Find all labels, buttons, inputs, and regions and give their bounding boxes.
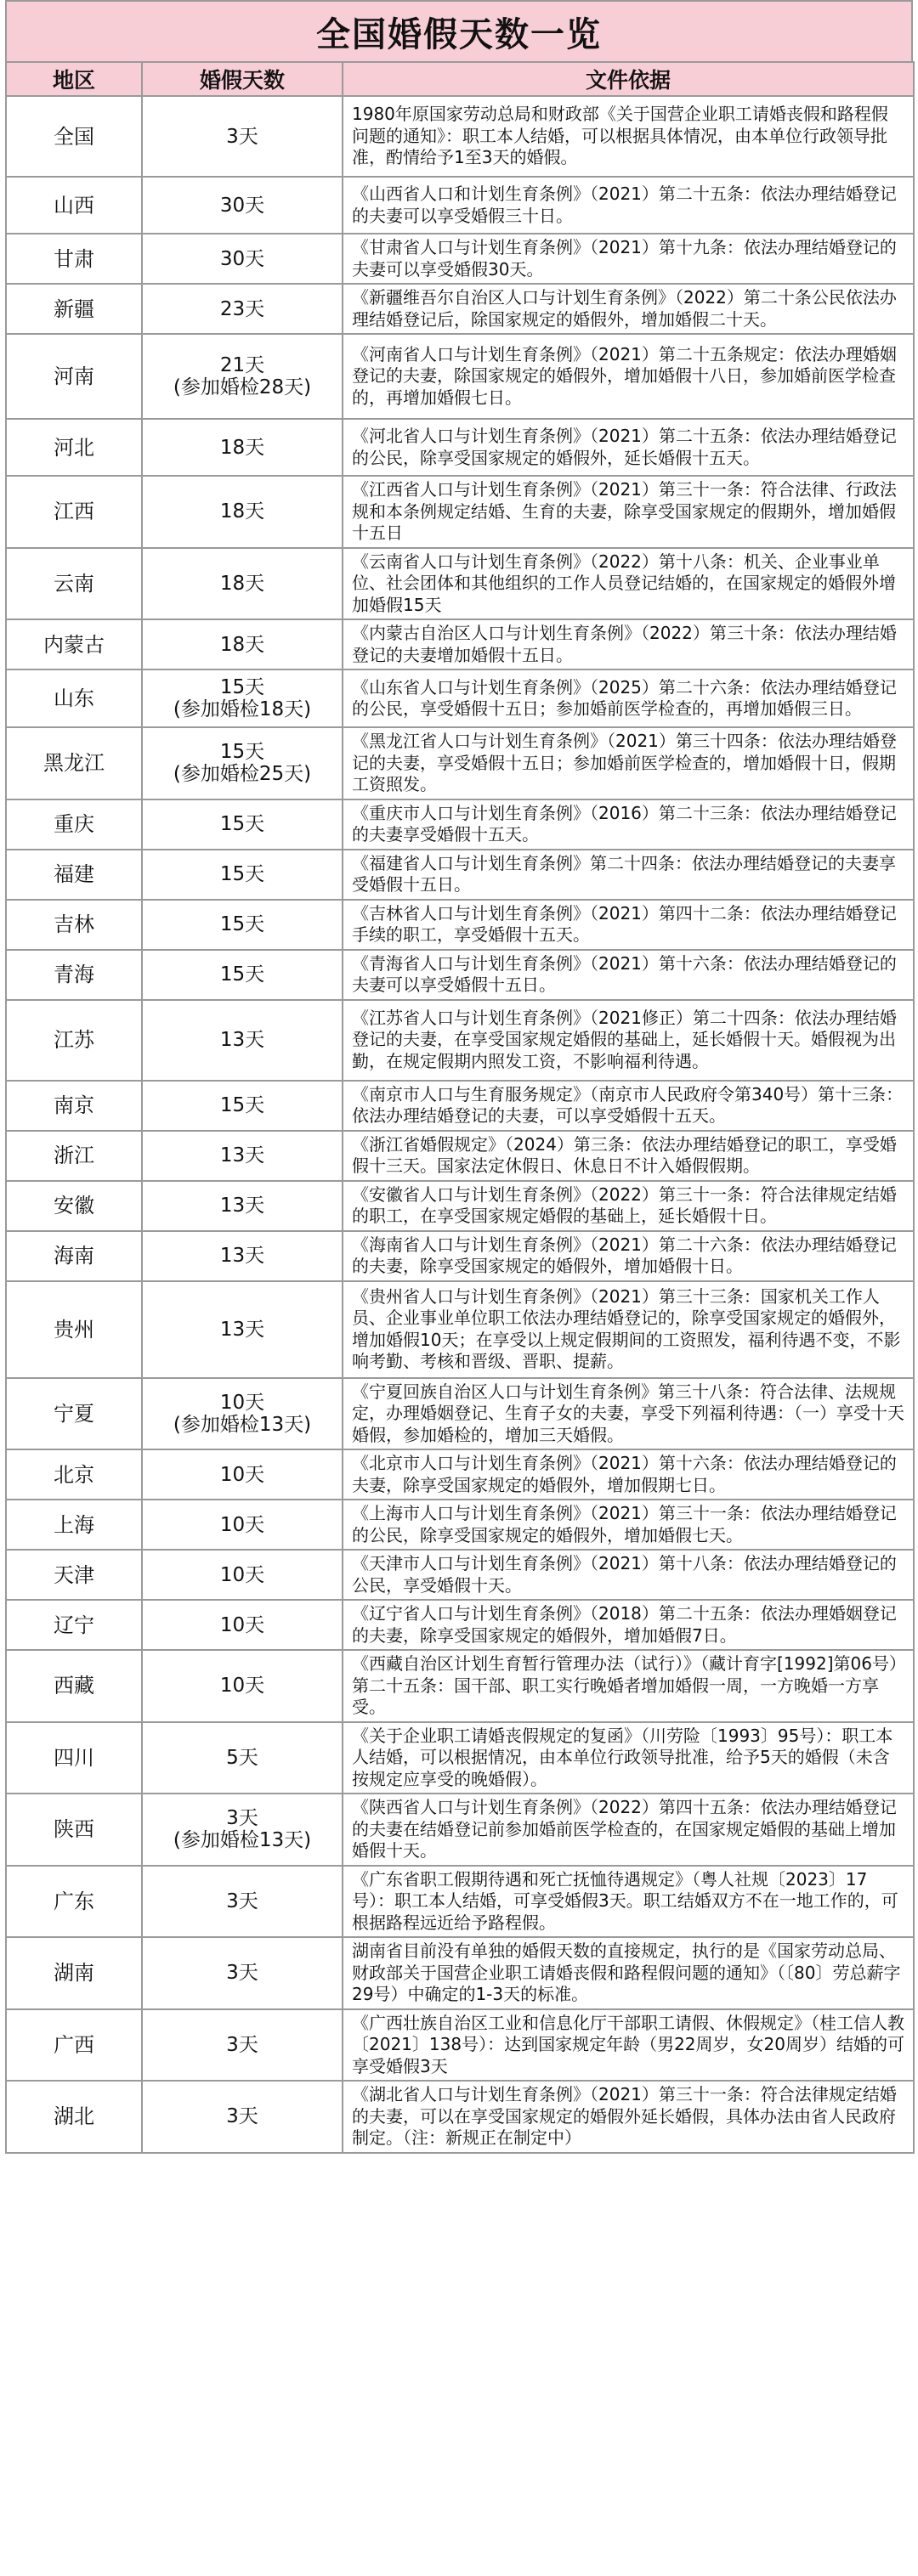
basis-cell: 《上海市人口与计划生育条例》（2021）第三十一条：依法办理结婚登记的公民，除享受国家规定的婚假外，增加婚假七天。: [343, 1500, 914, 1550]
table-row: [6, 476, 914, 548]
region-cell: 湖南: [6, 1937, 142, 2009]
region-cell: 天津: [6, 1550, 142, 1600]
table-row: [6, 548, 914, 620]
table-row: [6, 96, 914, 177]
basis-cell: 《宁夏回族自治区人口与计划生育条例》第三十八条：符合法律、法规规定，办理婚姻登记、生育子女的夫妻，享受下列福利待遇：（一）享受十天婚假，参加婚检的，增加三天婚假。: [343, 1378, 914, 1450]
days-cell: 15天: [142, 850, 343, 900]
basis-cell: 《青海省人口与计划生育条例》（2021）第十六条：依法办理结婚登记的夫妻可以享受婚假十五日。: [343, 950, 914, 1000]
table-row: [6, 669, 914, 727]
days-cell: 18天: [142, 419, 343, 476]
region-cell: 安徽: [6, 1181, 142, 1231]
basis-cell: 《天津市人口与计划生育条例》（2021）第十八条：依法办理结婚登记的公民，享受婚假十天。: [343, 1550, 914, 1600]
table-row: [6, 1181, 914, 1231]
region-cell: 河南: [6, 334, 142, 419]
days-cell: 21天 (参加婚检28天): [142, 334, 343, 419]
table-row: [6, 1081, 914, 1131]
page-title: 全国婚假天数一览: [5, 0, 913, 61]
basis-cell: 1980年原国家劳动总局和财政部《关于国营企业职工请婚丧假和路程假问题的通知》：职工本人结婚，可以根据具体情况，由本单位行政领导批准，酌情给予1至3天的婚假。: [343, 96, 914, 177]
days-cell: 23天: [142, 284, 343, 334]
region-cell: 陕西: [6, 1794, 142, 1866]
days-cell: 15天: [142, 950, 343, 1000]
table-row: [6, 2081, 914, 2153]
basis-cell: 《浙江省婚假规定》（2024）第三条：依法办理结婚登记的职工，享受婚假十三天。国家法定休假日、休息日不计入婚假假期。: [343, 1131, 914, 1181]
table-row: [6, 850, 914, 900]
table-row: [6, 727, 914, 799]
region-cell: 福建: [6, 850, 142, 900]
days-cell: 13天: [142, 1231, 343, 1281]
days-cell: 15天: [142, 1081, 343, 1131]
table-row: [6, 1231, 914, 1281]
days-cell: 10天: [142, 1449, 343, 1500]
basis-cell: 《湖北省人口与计划生育条例》（2021）第三十一条：符合法律规定结婚的夫妻，可以在享受国家规定的婚假外延长婚假，具体办法由省人民政府制定。（注：新规正在制定中）: [343, 2081, 914, 2153]
basis-cell: 《广西壮族自治区工业和信息化厅干部职工请假、休假规定》（桂工信人教〔2021〕138号）：达到国家规定年龄（男22周岁，女20周岁）结婚的可享受婚假3天: [343, 2009, 914, 2082]
basis-cell: 《南京市人口与生育服务规定》（南京市人民政府令第340号）第十三条：依法办理结婚登记的夫妻，可以享受婚假十五天。: [343, 1081, 914, 1131]
basis-cell: 《江苏省人口与计划生育条例》（2021修正）第二十四条：依法办理结婚登记的夫妻，在享受国家规定婚假的基础上，延长婚假十天。婚假视为出勤，在规定假期内照发工资，不影响福利待遇。: [343, 1000, 914, 1081]
region-cell: 河北: [6, 419, 142, 476]
region-cell: 贵州: [6, 1281, 142, 1378]
table-row: [6, 284, 914, 334]
table-row: [6, 1281, 914, 1378]
region-cell: 四川: [6, 1722, 142, 1794]
region-cell: 重庆: [6, 799, 142, 850]
days-cell: 15天: [142, 799, 343, 850]
days-cell: 3天: [142, 1866, 343, 1938]
table-row: [6, 1600, 914, 1650]
table-row: [6, 1794, 914, 1866]
region-cell: 广西: [6, 2009, 142, 2082]
header-basis: 文件依据: [343, 62, 914, 96]
basis-cell: 《海南省人口与计划生育条例》（2021）第二十六条：依法办理结婚登记的夫妻，除享受国家规定的婚假外，增加婚假十日。: [343, 1231, 914, 1281]
region-cell: 浙江: [6, 1131, 142, 1181]
basis-cell: 《北京市人口与计划生育条例》（2021）第十六条：依法办理结婚登记的夫妻，除享受国家规定的婚假外，增加假期七日。: [343, 1449, 914, 1500]
region-cell: 山西: [6, 177, 142, 234]
basis-cell: 《关于企业职工请婚丧假规定的复函》（川劳险〔1993〕95号）：职工本人结婚，可以根据情况，由本单位行政领导批准，给予5天的婚假（未含按规定应享受的晚婚假）。: [343, 1722, 914, 1794]
table-row: [6, 1650, 914, 1722]
region-cell: 新疆: [6, 284, 142, 334]
table-row: [6, 1449, 914, 1500]
region-cell: 湖北: [6, 2081, 142, 2153]
region-cell: 海南: [6, 1231, 142, 1281]
region-cell: 山东: [6, 669, 142, 727]
days-cell: 15天 (参加婚检18天): [142, 669, 343, 727]
basis-cell: 《山东省人口与计划生育条例》（2025）第二十六条：依法办理结婚登记的公民，享受婚假十五日；参加婚前医学检查的，再增加婚假三日。: [343, 669, 914, 727]
days-cell: 5天: [142, 1722, 343, 1794]
region-cell: 辽宁: [6, 1600, 142, 1650]
region-cell: 全国: [6, 96, 142, 177]
table-row: [6, 1722, 914, 1794]
region-cell: 内蒙古: [6, 619, 142, 669]
basis-cell: 《重庆市人口与计划生育条例》（2016）第二十三条：依法办理结婚登记的夫妻享受婚假十五天。: [343, 799, 914, 850]
region-cell: 云南: [6, 548, 142, 620]
basis-cell: 《辽宁省人口与计划生育条例》（2018）第二十五条：依法办理婚姻登记的夫妻，除享受国家规定的婚假外，增加婚假7日。: [343, 1600, 914, 1650]
table-row: [6, 1550, 914, 1600]
header-region: 地区: [6, 62, 142, 96]
days-cell: 15天 (参加婚检25天): [142, 727, 343, 799]
table-row: [6, 1500, 914, 1550]
basis-cell: 湖南省目前没有单独的婚假天数的直接规定，执行的是《国家劳动总局、财政部关于国营企业职工请婚丧假和路程假问题的通知》（〔80〕劳总薪字29号）中确定的1-3天的标准。: [343, 1937, 914, 2009]
region-cell: 甘肃: [6, 234, 142, 284]
days-cell: 13天: [142, 1131, 343, 1181]
basis-cell: 《新疆维吾尔自治区人口与计划生育条例》（2022）第二十条公民依法办理结婚登记后，除国家规定的婚假外，增加婚假二十天。: [343, 284, 914, 334]
table-row: [6, 1937, 914, 2009]
basis-cell: 《河南省人口与计划生育条例》（2021）第二十五条规定：依法办理婚姻登记的夫妻，除国家规定的婚假外，增加婚假十八日，参加婚前医学检查的，再增加婚假七日。: [343, 334, 914, 419]
region-cell: 青海: [6, 950, 142, 1000]
region-cell: 西藏: [6, 1650, 142, 1722]
days-cell: 13天: [142, 1281, 343, 1378]
table-header-row: [6, 62, 914, 96]
region-cell: 南京: [6, 1081, 142, 1131]
table-row: [6, 1378, 914, 1450]
days-cell: 10天: [142, 1500, 343, 1550]
table-row: [6, 1131, 914, 1181]
days-cell: 18天: [142, 476, 343, 548]
days-cell: 10天 (参加婚检13天): [142, 1378, 343, 1450]
table-row: [6, 950, 914, 1000]
region-cell: 黑龙江: [6, 727, 142, 799]
table-row: [6, 619, 914, 669]
days-cell: 18天: [142, 619, 343, 669]
days-cell: 30天: [142, 234, 343, 284]
region-cell: 江苏: [6, 1000, 142, 1081]
days-cell: 10天: [142, 1600, 343, 1650]
table-row: [6, 419, 914, 476]
basis-cell: 《西藏自治区计划生育暂行管理办法（试行）》（藏计育字[1992]第06号）第二十五条：国干部、职工实行晚婚者增加婚假一周，一方晚婚一方享受。: [343, 1650, 914, 1722]
basis-cell: 《福建省人口与计划生育条例》第二十四条：依法办理结婚登记的夫妻享受婚假十五日。: [343, 850, 914, 900]
days-cell: 10天: [142, 1550, 343, 1600]
table-row: [6, 334, 914, 419]
table-row: [6, 799, 914, 850]
region-cell: 上海: [6, 1500, 142, 1550]
basis-cell: 《山西省人口和计划生育条例》（2021）第二十五条：依法办理结婚登记的夫妻可以享受婚假三十日。: [343, 177, 914, 234]
basis-cell: 《甘肃省人口与计划生育条例》（2021）第十九条：依法办理结婚登记的夫妻可以享受婚假30天。: [343, 234, 914, 284]
table-row: [6, 1866, 914, 1938]
basis-cell: 《河北省人口与计划生育条例》（2021）第二十五条：依法办理结婚登记的公民，除享受国家规定的婚假外，延长婚假十五天。: [343, 419, 914, 476]
marriage-leave-table: [5, 61, 915, 2154]
header-days: 婚假天数: [142, 62, 343, 96]
days-cell: 13天: [142, 1000, 343, 1081]
days-cell: 3天: [142, 2009, 343, 2082]
basis-cell: 《安徽省人口与计划生育条例》（2022）第三十一条：符合法律规定结婚的职工，在享受国家规定婚假的基础上，延长婚假十日。: [343, 1181, 914, 1231]
table-row: [6, 234, 914, 284]
table-row: [6, 900, 914, 950]
region-cell: 宁夏: [6, 1378, 142, 1450]
basis-cell: 《吉林省人口与计划生育条例》（2021）第四十二条：依法办理结婚登记手续的职工，享受婚假十五天。: [343, 900, 914, 950]
basis-cell: 《江西省人口与计划生育条例》（2021）第三十一条：符合法律、行政法规和本条例规定结婚、生育的夫妻，除享受国家规定的假期外，增加婚假十五日: [343, 476, 914, 548]
basis-cell: 《陕西省人口与计划生育条例》（2022）第四十五条：依法办理结婚登记的夫妻在结婚登记前参加婚前医学检查的，在国家规定婚假的基础上增加婚假十天。: [343, 1794, 914, 1866]
table-row: [6, 2009, 914, 2082]
days-cell: 30天: [142, 177, 343, 234]
days-cell: 3天: [142, 1937, 343, 2009]
days-cell: 3天: [142, 96, 343, 177]
basis-cell: 《广东省职工假期待遇和死亡抚恤待遇规定》（粤人社规〔2023〕17号）：职工本人结婚，可享受婚假3天。职工结婚双方不在一地工作的，可根据路程远近给予路程假。: [343, 1866, 914, 1938]
basis-cell: 《内蒙古自治区人口与计划生育条例》（2022）第三十条：依法办理结婚登记的夫妻增加婚假十五日。: [343, 619, 914, 669]
basis-cell: 《贵州省人口与计划生育条例》（2021）第三十三条：国家机关工作人员、企业事业单位职工依法办理结婚登记的，除享受国家规定的婚假外，增加婚假10天；在享受以上规定假期间的工资照发，福利待遇不变，不影响考勤、考核和晋级、晋职、提薪。: [343, 1281, 914, 1378]
days-cell: 15天: [142, 900, 343, 950]
days-cell: 10天: [142, 1650, 343, 1722]
marriage-leave-table-container: [5, 0, 913, 2154]
days-cell: 3天 (参加婚检13天): [142, 1794, 343, 1866]
days-cell: 13天: [142, 1181, 343, 1231]
days-cell: 18天: [142, 548, 343, 620]
basis-cell: 《黑龙江省人口与计划生育条例》（2021）第三十四条：依法办理结婚登记的夫妻，享受婚假十五日；参加婚前医学检查的，增加婚假十日，假期工资照发。: [343, 727, 914, 799]
region-cell: 北京: [6, 1449, 142, 1500]
table-row: [6, 177, 914, 234]
days-cell: 3天: [142, 2081, 343, 2153]
table-row: [6, 1000, 914, 1081]
region-cell: 江西: [6, 476, 142, 548]
region-cell: 吉林: [6, 900, 142, 950]
region-cell: 广东: [6, 1866, 142, 1938]
basis-cell: 《云南省人口与计划生育条例》（2022）第十八条：机关、企业事业单位、社会团体和其他组织的工作人员登记结婚的，在国家规定的婚假外增加婚假15天: [343, 548, 914, 620]
